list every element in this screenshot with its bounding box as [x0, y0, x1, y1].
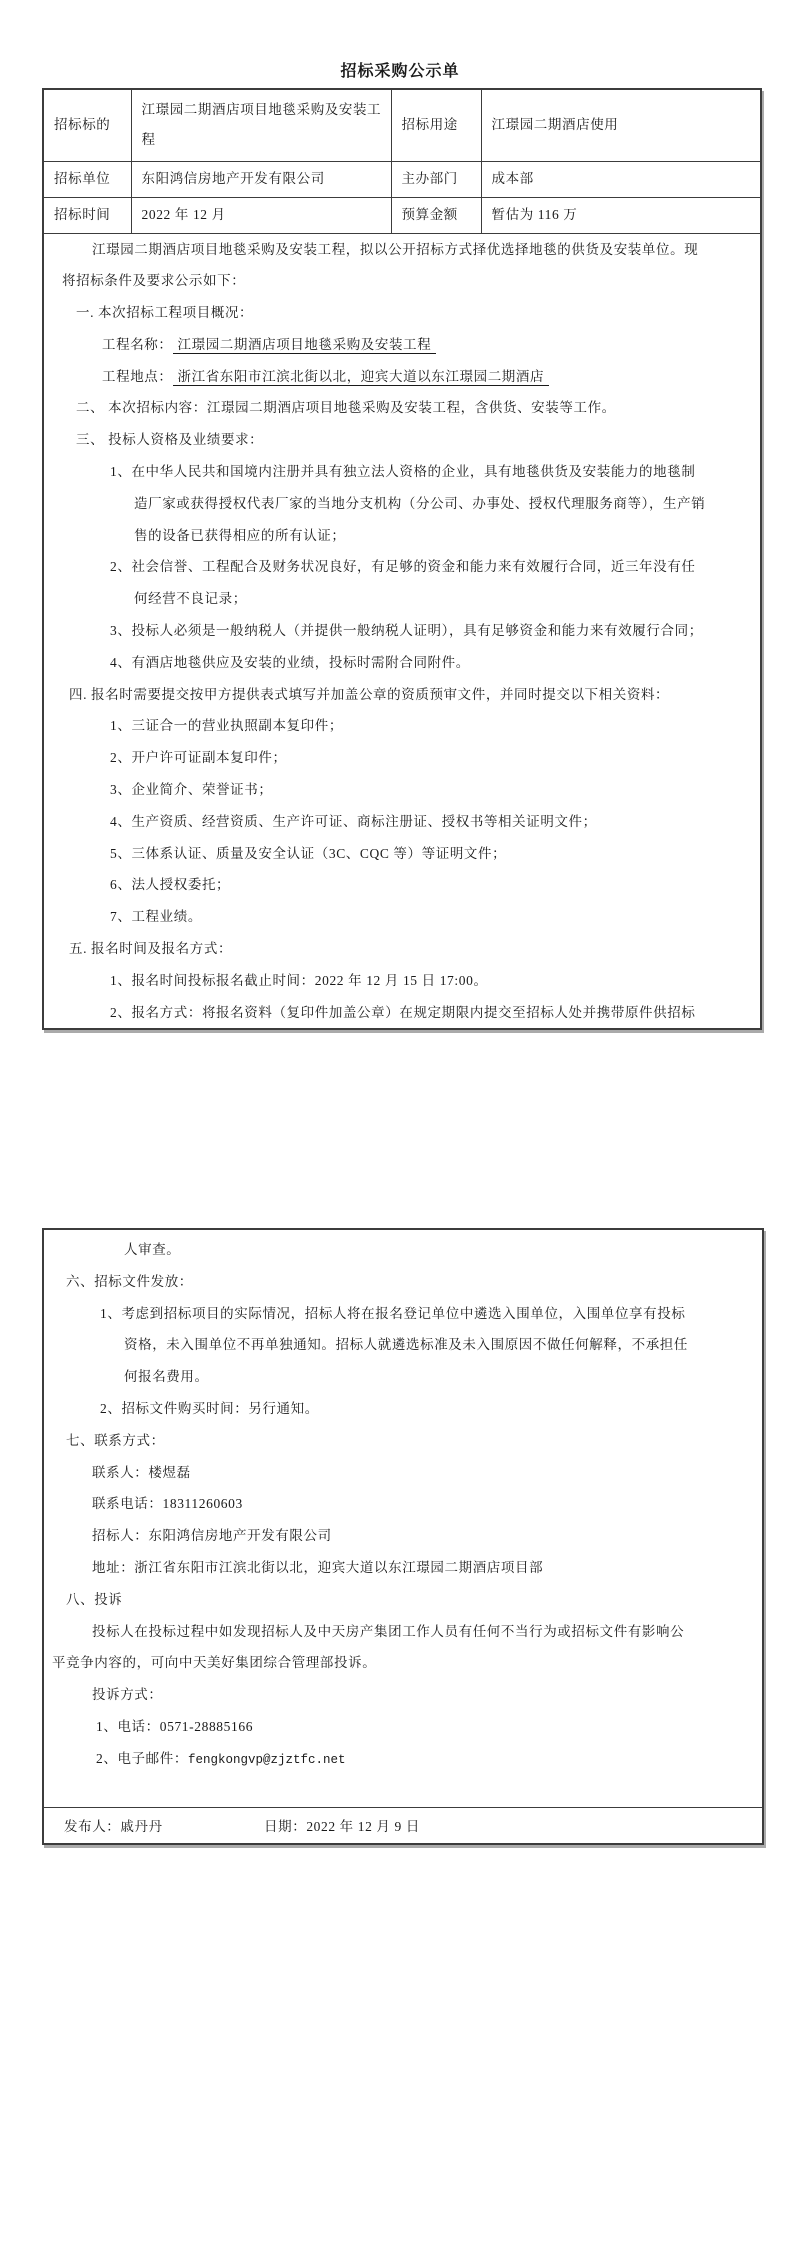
project-name-line [54, 329, 754, 361]
numbered-item: 7、工程业绩。 [110, 909, 202, 925]
project-name-label: 工程名称： [102, 336, 173, 352]
subject-value: 江璟园二期酒店项目地毯采购及安装工程 [131, 89, 391, 161]
tenderer-line: 招标人：东阳鸿信房地产开发有限公司 [92, 1528, 332, 1544]
numbered-item: 3、企业简介、荣誉证书； [110, 782, 273, 798]
numbered-item: 1、考虑到招标项目的实际情况，招标人将在报名登记单位中遴选入围单位，入围单位享有投标 [100, 1305, 686, 1321]
project-site-value: 浙江省东阳市江滨北街以北，迎宾大道以东江璟园二期酒店 [173, 369, 550, 386]
date-value: 2022 年 12 月 9 日 [306, 1819, 420, 1834]
time-label: 招标时间 [43, 197, 131, 233]
section-4-heading: 四. 报名时需要提交按甲方提供表式填写并加盖公章的资质预审文件，并同时提交以下相关资料： [69, 686, 670, 702]
page-title: 招标采购公示单 [340, 63, 460, 80]
project-name-value: 江璟园二期酒店项目地毯采购及安装工程 [173, 337, 437, 354]
table-row-subject [43, 89, 761, 161]
section-1-heading: 一. 本次招标工程项目概况： [76, 305, 254, 321]
table-row-body [43, 233, 761, 1029]
numbered-item: 2、社会信誉、工程配合及财务状况良好，有足够的资金和能力来有效履行合同，近三年没有任 [110, 559, 696, 575]
unit-value: 东阳鸿信房地产开发有限公司 [131, 161, 391, 197]
table-row-time [43, 197, 761, 233]
numbered-item: 3、投标人必须是一般纳税人（并提供一般纳税人证明），具有足够资金和能力来有效履行合同； [110, 623, 703, 639]
table-row-unit [43, 161, 761, 197]
department-value: 成本部 [481, 161, 761, 197]
purpose-label: 招标用途 [391, 89, 481, 161]
complaint-wrap: 平竞争内容的，可向中天美好集团综合管理部投诉。 [52, 1655, 377, 1671]
address-line: 地址：浙江省东阳市江滨北街以北，迎宾大道以东江璟园二期酒店项目部 [92, 1559, 544, 1575]
page-2-body [44, 1230, 762, 1807]
numbered-item: 1、三证合一的营业执照副本复印件； [110, 718, 343, 734]
page-2-sheet [42, 1228, 764, 1845]
numbered-item: 4、生产资质、经营资质、生产许可证、商标注册证、授权书等相关证明文件； [110, 813, 597, 829]
numbered-item-wrap: 售的设备已获得相应的所有认证； [134, 527, 346, 543]
department-label: 主办部门 [391, 161, 481, 197]
complaint-email-value: fengkongvp@zjztfc.net [187, 1752, 346, 1767]
section-6-heading: 六、招标文件发放： [66, 1273, 193, 1289]
purpose-value: 江璟园二期酒店使用 [481, 89, 761, 161]
date-label: 日期： [264, 1819, 307, 1834]
complaint-email-label: 2、电子邮件： [96, 1750, 188, 1766]
complaint-paragraph: 投标人在投标过程中如发现招标人及中天房产集团工作人员有任何不当行为或招标文件有影响公 [92, 1623, 685, 1639]
numbered-item: 4、有酒店地毯供应及安装的业绩，投标时需附合同附件。 [110, 654, 470, 670]
time-value: 2022 年 12 月 [131, 197, 391, 233]
numbered-item: 2、招标文件购买时间：另行通知。 [100, 1400, 319, 1416]
complaint-email-line [44, 1743, 762, 1775]
numbered-item: 1、在中华人民共和国境内注册并具有独立法人资格的企业，具有地毯供货及安装能力的地毯制 [110, 464, 696, 480]
deadline-line: 1、报名时间投标报名截止时间：2022 年 12 月 15 日 17:00。 [110, 972, 488, 988]
numbered-item: 2、报名方式：将报名资料（复印件加盖公章）在规定期限内提交至招标人处并携带原件供招标 [110, 1004, 696, 1020]
project-site-label: 工程地点： [102, 368, 173, 384]
section-3-heading: 三、 投标人资格及业绩要求： [76, 432, 264, 448]
numbered-item-wrap: 何报名费用。 [124, 1369, 209, 1385]
numbered-item-wrap: 何经营不良记录； [134, 591, 247, 607]
section-5-heading: 五. 报名时间及报名方式： [69, 941, 233, 957]
numbered-item: 6、法人授权委托； [110, 877, 231, 893]
budget-value: 暂估为 116 万 [481, 197, 761, 233]
contact-name-line: 联系人：楼煜磊 [92, 1464, 191, 1480]
complaint-phone-line: 1、电话：0571-28885166 [96, 1718, 254, 1734]
publisher-name: 戚丹丹 [120, 1819, 163, 1834]
intro-line: 将招标条件及要求公示如下： [62, 273, 246, 289]
numbered-item-wrap: 造厂家或获得授权代表厂家的当地分支机构（分公司、办事处、授权代理服务商等），生产销 [134, 495, 706, 511]
tender-info-table [42, 88, 762, 1030]
publish-footer [44, 1807, 762, 1842]
section-2-heading: 二、 本次招标内容：江璟园二期酒店项目地毯采购及安装工程，含供货、安装等工作。 [76, 400, 616, 416]
unit-label: 招标单位 [43, 161, 131, 197]
publisher-label: 发布人： [64, 1819, 121, 1834]
subject-label: 招标标的 [43, 89, 131, 161]
intro-line: 江璟园二期酒店项目地毯采购及安装工程，拟以公开招标方式择优选择地毯的供货及安装单位。现 [92, 241, 699, 257]
complaint-method-heading: 投诉方式： [92, 1687, 163, 1703]
numbered-item: 5、三体系认证、质量及安全认证（3C、CQC 等）等证明文件； [110, 845, 507, 861]
section-7-heading: 七、联系方式： [66, 1432, 165, 1448]
publish-date-line [264, 1815, 420, 1835]
publisher-line [44, 1815, 264, 1835]
numbered-item: 2、开户许可证副本复印件； [110, 750, 287, 766]
section-8-heading: 八、投诉 [66, 1591, 123, 1607]
project-site-line [54, 361, 754, 393]
continuation-line: 人审查。 [124, 1242, 181, 1257]
contact-phone-line: 联系电话：18311260603 [92, 1496, 243, 1512]
budget-label: 预算金额 [391, 197, 481, 233]
numbered-item-wrap: 资格，未入围单位不再单独通知。招标人就遴选标准及未入围原因不做任何解释，不承担任 [124, 1337, 688, 1353]
